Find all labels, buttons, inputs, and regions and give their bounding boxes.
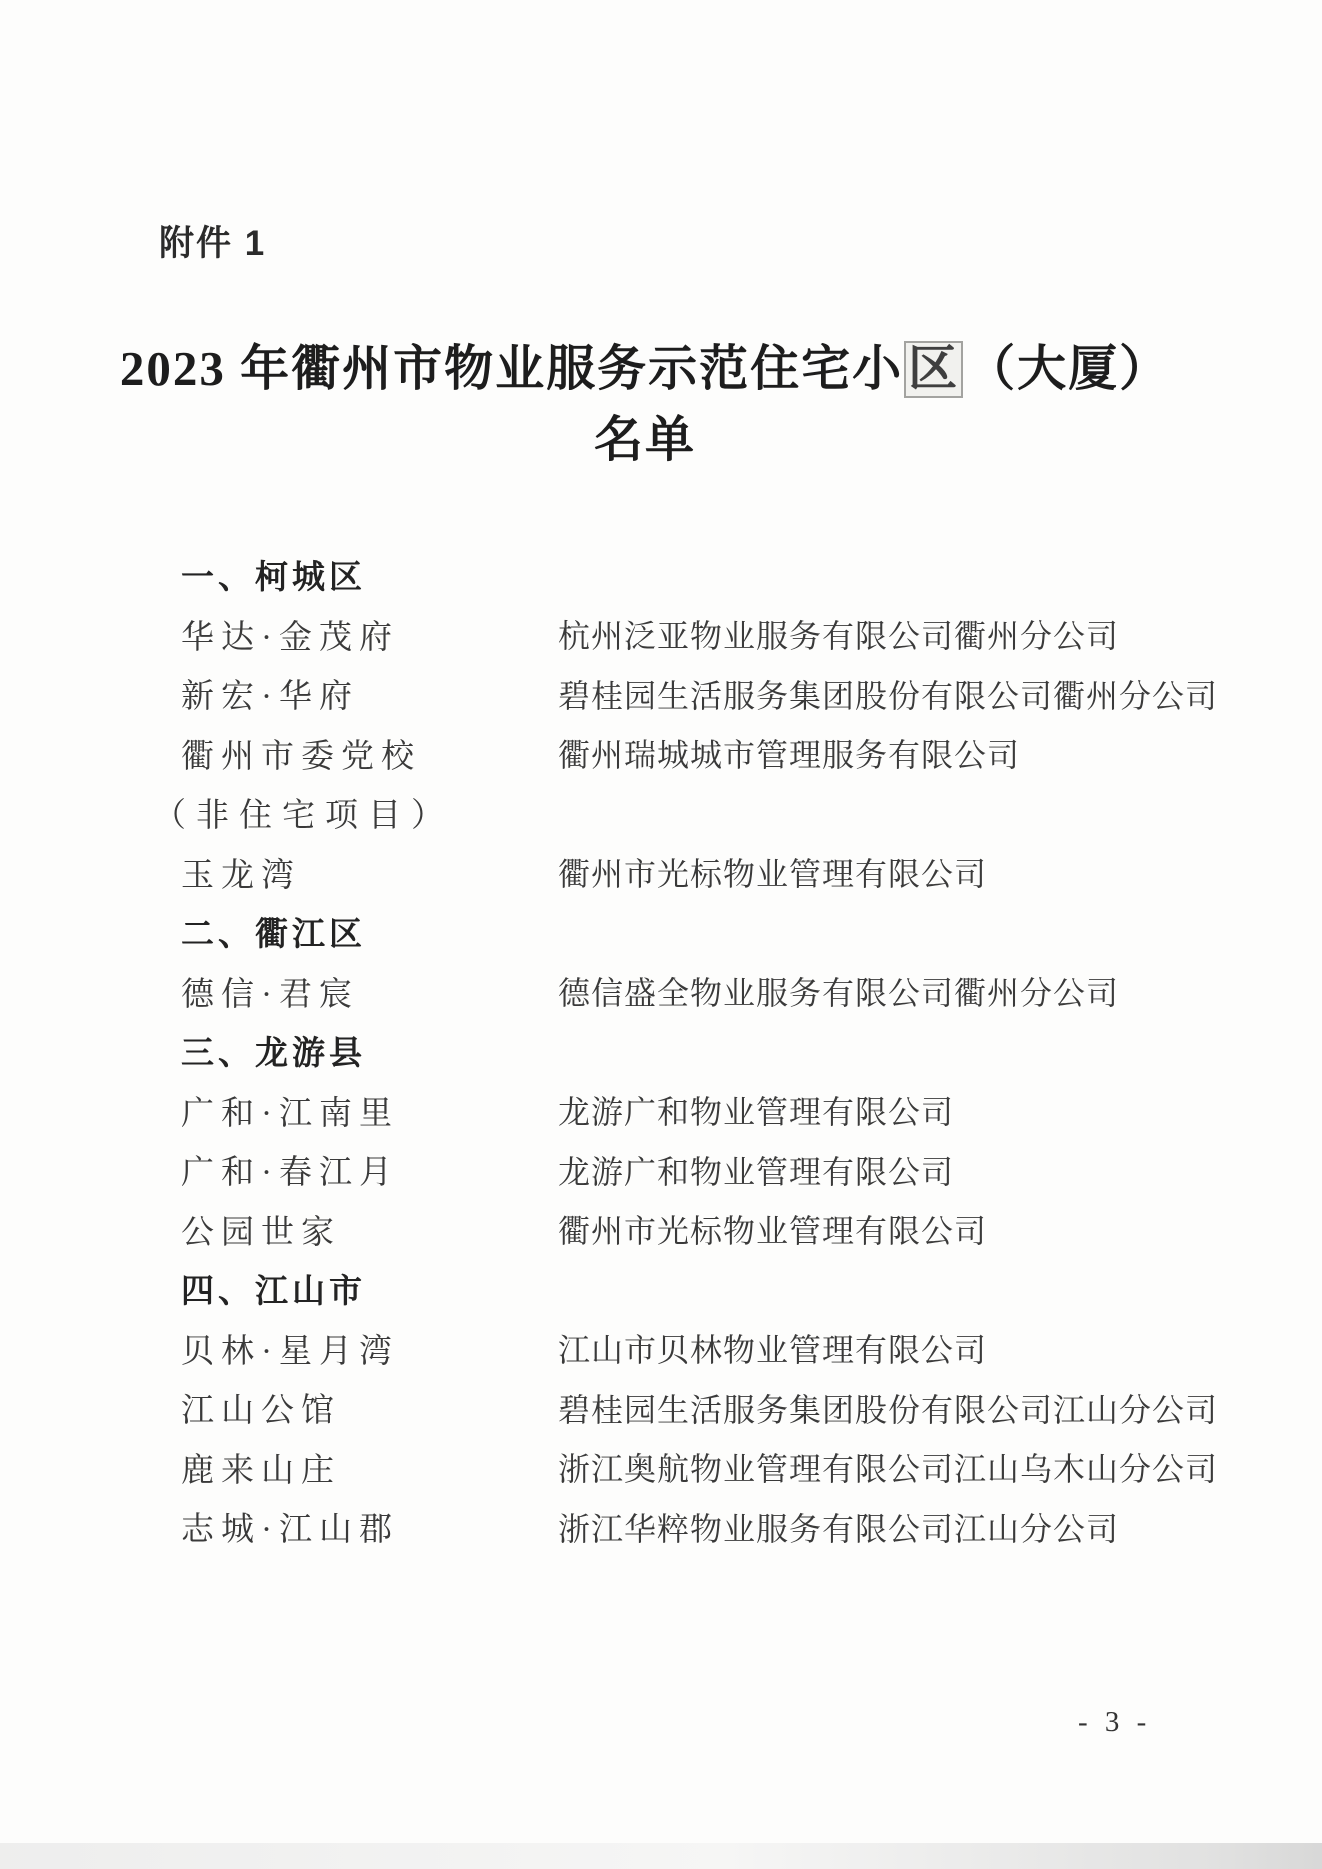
company-name: 龙游广和物业管理有限公司 (558, 1094, 955, 1131)
title-text-suffix: （大厦） (966, 341, 1171, 396)
company-name: 德信盛全物业服务有限公司衢州分公司 (558, 975, 1120, 1012)
community-name: 贝林·星月湾 (181, 1333, 399, 1370)
company-name: 碧桂园生活服务集团股份有限公司衢州分公司 (558, 677, 1219, 714)
document-title-line1 (0, 333, 1290, 404)
company-name: 浙江华粹物业服务有限公司江山分公司 (558, 1510, 1120, 1547)
community-name: 鹿来山庄 (181, 1452, 341, 1489)
community-name: 江山公馆 (181, 1393, 341, 1430)
list-row (181, 843, 1191, 903)
company-name: 碧桂园生活服务集团股份有限公司江山分公司 (558, 1391, 1219, 1428)
list-row (181, 1140, 1191, 1200)
community-name: 广和·江南里 (181, 1095, 399, 1132)
section-heading: 二、衢江区 (181, 915, 366, 953)
company-name: 衢州市光标物业管理有限公司 (558, 1213, 988, 1250)
list-row (181, 724, 1191, 784)
list-row (181, 1081, 1191, 1141)
title-boxed-character: 区 (904, 341, 963, 398)
community-name: 德信·君宸 (181, 976, 359, 1013)
list-row (181, 1378, 1219, 1438)
list-row (181, 605, 1191, 665)
section-heading: 三、龙游县 (181, 1034, 366, 1072)
list-row (181, 1200, 1191, 1260)
list-row (181, 1319, 1191, 1379)
document-title-line2: 名单 (593, 412, 696, 467)
company-name: 浙江奥航物业管理有限公司江山乌木山分公司 (558, 1451, 1219, 1488)
company-name: 江山市贝林物业管理有限公司 (558, 1332, 988, 1369)
scan-shadow-band (0, 1843, 1322, 1869)
page-number: - 3 - (1078, 1706, 1152, 1738)
list-row (181, 1497, 1191, 1557)
company-name: 龙游广和物业管理有限公司 (558, 1153, 955, 1190)
community-name: 华达·金茂府 (181, 619, 399, 656)
section-heading: 四、江山市 (181, 1272, 366, 1310)
community-name: 新宏·华府 (181, 679, 359, 716)
community-name: 衢州市委党校 (181, 738, 421, 775)
title-text-prefix: 2023 年衢州市物业服务示范住宅小 (119, 341, 904, 396)
community-name: 公园世家 (181, 1214, 341, 1251)
company-name: 杭州泛亚物业服务有限公司衢州分公司 (558, 618, 1120, 655)
document-title (0, 333, 1322, 475)
community-name: 玉龙湾 (181, 857, 301, 894)
community-name: 志城·江山郡 (181, 1512, 399, 1549)
list-row (181, 962, 1191, 1022)
company-name: 衢州市光标物业管理有限公司 (558, 856, 988, 893)
community-name: 广和·春江月 (181, 1155, 399, 1192)
attachment-label: 附件 1 (159, 224, 267, 263)
section-heading: 一、柯城区 (181, 558, 366, 596)
company-name: 衢州瑞城城市管理服务有限公司 (558, 737, 1021, 774)
list-row (181, 1438, 1219, 1498)
community-name-note: （非住宅项目） (153, 798, 454, 835)
list-row (181, 664, 1219, 724)
community-list (153, 545, 1219, 1557)
